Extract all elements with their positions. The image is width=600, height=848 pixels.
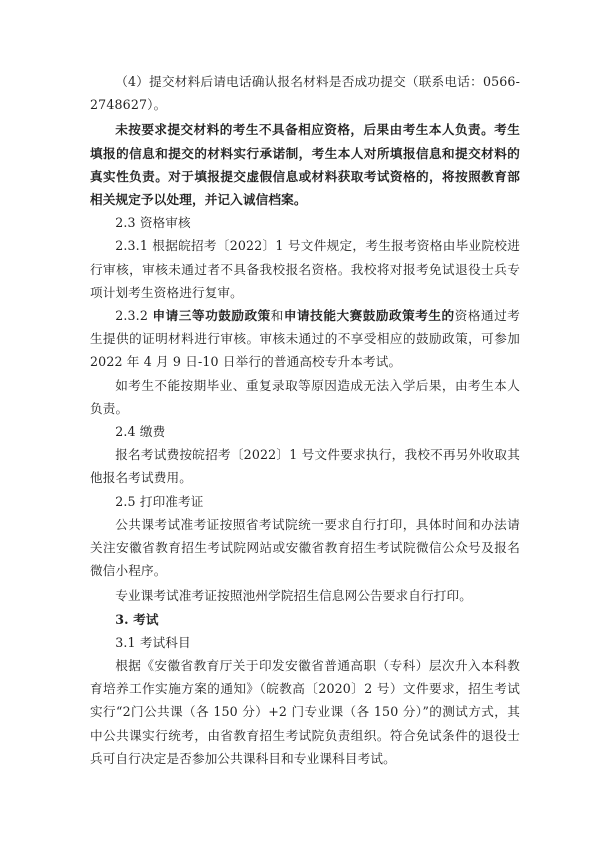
- paragraph-2-3-2-number: 2.3.2: [115, 308, 153, 324]
- paragraph-2-5-professional: 专业课考试准考证按照池州学院招生信息网公告要求自行打印。: [115, 588, 473, 604]
- paragraph-2-4: 报名考试费按皖招考〔2022〕1 号文件要求执行，我校不再另外收取其他报名考试费用。: [90, 447, 520, 486]
- section-heading-2-4: 2.4 缴费: [115, 424, 166, 440]
- paragraph-3-1: 根据《安徽省教育厅关于印发安徽省普通高职（专科）层次升入本科教育培养工作实施方案的通知》（皖教高〔2020〕2 号）文件要求，招生考试实行“2门公共课（各 150 分）+2 门专业课（各 150 分）”的测试方式，其中公共课实行统考，由省教育招生考试院负责组织。符合免试条件的退役士兵可自行决定是否参加公共课科目和专业课科目考试。: [90, 658, 520, 766]
- paragraph-2-3-2-bold-merit: 申请三等功鼓励政策: [152, 308, 271, 324]
- paragraph-2-3-2-rest: 资格通过考生提供的证明材料进行审核。审核未通过的不享受相应的鼓励政策，可参加 2022 年 4 月 9 日-10 日举行的普通高校专升本考试。: [90, 308, 520, 370]
- paragraph-2-5-public: 公共课考试准考证按照省考试院统一要求自行打印，具体时间和办法请关注安徽省教育招生考试院网站或安徽省教育招生考试院微信公众号及报名微信小程序。: [90, 516, 520, 579]
- paragraph-2-3-2-and: 和: [270, 308, 284, 324]
- paragraph-graduation-notice: 如考生不能按期毕业、重复录取等原因造成无法入学后果，由考生本人负责。: [90, 377, 520, 416]
- section-heading-2-3: 2.3 资格审核: [115, 215, 191, 231]
- paragraph-2-3-1: 2.3.1 根据皖招考〔2022〕1 号文件规定，考生报考资格由毕业院校进行审核，审核未通过者不具备我校报名资格。我校将对报考免试退役士兵专项计划考生资格进行复审。: [90, 238, 520, 300]
- document-page: [90, 70, 520, 770]
- section-heading-2-5: 2.5 打印准考证: [115, 493, 204, 509]
- paragraph-2-3-2: [90, 304, 520, 374]
- paragraph-2-3-2-bold-skills: 申请技能大赛鼓励政策考生的: [283, 308, 455, 324]
- section-heading-3-1: 3.1 考试科目: [115, 634, 191, 650]
- paragraph-submit-confirm: （4）提交材料后请电话确认报名材料是否成功提交（联系电话：0566-2748627）。: [90, 74, 520, 113]
- paragraph-responsibility-notice: 未按要求提交材料的考生不具备相应资格，后果由考生本人负责。考生填报的信息和提交的材料实行承诺制，考生本人对所填报信息和提交材料的真实性负责。对于填报提交虚假信息或材料获取考试资格的，将按照教育部相关规定予以处理，并记入诚信档案。: [90, 122, 520, 208]
- section-heading-3: 3. 考试: [115, 611, 159, 627]
